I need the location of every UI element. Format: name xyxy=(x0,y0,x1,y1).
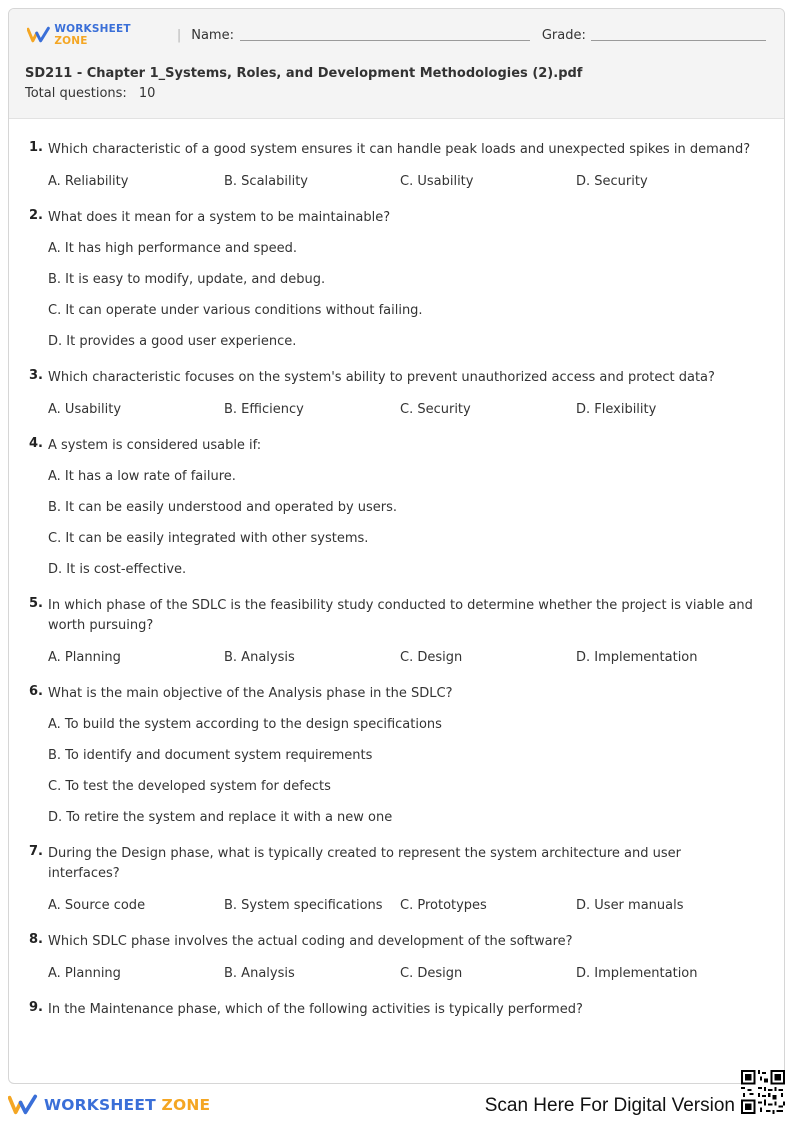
answer-option[interactable]: A. It has high performance and speed. xyxy=(48,241,297,256)
answer-options xyxy=(48,467,754,580)
answer-option[interactable]: A. It has a low rate of failure. xyxy=(48,469,236,484)
worksheet-zone-logo-icon xyxy=(27,26,50,44)
question-text: Which characteristic of a good system ensures it can handle peak loads and unexpected spikes in demand? xyxy=(48,142,751,157)
question-number: 2. xyxy=(29,208,43,223)
answer-option[interactable]: D. Security xyxy=(576,174,648,189)
answer-option[interactable]: B. It is easy to modify, update, and debug. xyxy=(48,272,326,287)
worksheet-zone-logo-icon xyxy=(8,1094,38,1116)
question-text: What does it mean for a system to be maintainable? xyxy=(48,210,391,225)
name-label: Name: xyxy=(191,27,234,43)
question-item xyxy=(9,844,784,916)
answer-option[interactable]: B. It can be easily understood and operated by users. xyxy=(48,500,398,515)
question-item xyxy=(9,932,784,984)
answer-options xyxy=(48,715,754,828)
question-text: What is the main objective of the Analysis phase in the SDLC? xyxy=(48,686,453,701)
footer-logo xyxy=(8,1094,210,1116)
worksheet-header xyxy=(9,9,784,119)
answer-option[interactable]: A. Source code xyxy=(48,898,146,913)
question-number: 7. xyxy=(29,844,43,859)
brand-word-secondary: ZONE xyxy=(161,1096,211,1114)
answer-options xyxy=(48,172,754,192)
question-number: 1. xyxy=(29,140,43,155)
question-number: 5. xyxy=(29,596,43,611)
answer-option[interactable]: B. Analysis xyxy=(224,650,295,665)
answer-option[interactable]: D. Implementation xyxy=(576,650,698,665)
question-list xyxy=(9,140,784,1036)
header-divider: | xyxy=(176,27,182,43)
qr-code-icon[interactable] xyxy=(741,1070,785,1114)
answer-options xyxy=(48,648,754,668)
worksheet xyxy=(8,8,785,1084)
question-text: In the Maintenance phase, which of the following activities is typically performed? xyxy=(48,1002,583,1017)
question-number: 3. xyxy=(29,368,43,383)
answer-options xyxy=(48,964,754,984)
header-top-line xyxy=(27,25,766,45)
brand-word-primary: WORKSHEET xyxy=(54,23,131,35)
answer-option[interactable]: D. It provides a good user experience. xyxy=(48,334,297,349)
question-text: In which phase of the SDLC is the feasibility study conducted to determine whether the project is viable and worth pursuing? xyxy=(48,598,753,633)
question-text: Which SDLC phase involves the actual coding and development of the software? xyxy=(48,934,573,949)
answer-option[interactable]: A. Planning xyxy=(48,650,121,665)
answer-option[interactable]: A. Planning xyxy=(48,966,121,981)
question-item xyxy=(9,596,784,668)
answer-option[interactable]: C. To test the developed system for defects xyxy=(48,779,331,794)
grade-label: Grade: xyxy=(541,27,586,43)
brand-word-secondary: ZONE xyxy=(54,35,88,47)
answer-option[interactable]: B. Scalability xyxy=(224,174,309,189)
answer-option[interactable]: C. Prototypes xyxy=(400,898,487,913)
answer-option[interactable]: B. Analysis xyxy=(224,966,295,981)
question-text: During the Design phase, what is typically created to represent the system architecture and user interfaces? xyxy=(48,846,681,881)
question-text: Which characteristic focuses on the system's ability to prevent unauthorized access and protect data? xyxy=(48,370,715,385)
question-number: 8. xyxy=(29,932,43,947)
question-item xyxy=(9,368,784,420)
question-item xyxy=(9,140,784,192)
answer-options xyxy=(48,239,754,352)
grade-input-line[interactable] xyxy=(591,29,766,41)
document-title: SD211 - Chapter 1_Systems, Roles, and Development Methodologies (2).pdf xyxy=(25,66,583,81)
answer-option[interactable]: B. To identify and document system requirements xyxy=(48,748,373,763)
answer-option[interactable]: C. It can operate under various conditions without failing. xyxy=(48,303,423,318)
answer-option[interactable]: C. Design xyxy=(400,966,463,981)
answer-option[interactable]: D. User manuals xyxy=(576,898,684,913)
question-item xyxy=(9,1000,784,1020)
answer-options xyxy=(48,400,754,420)
question-text: A system is considered usable if: xyxy=(48,438,262,453)
answer-options xyxy=(48,896,754,916)
question-item xyxy=(9,684,784,828)
question-number: 6. xyxy=(29,684,43,699)
answer-option[interactable]: A. Usability xyxy=(48,402,122,417)
answer-option[interactable]: D. Flexibility xyxy=(576,402,657,417)
answer-option[interactable]: B. System specifications xyxy=(224,898,383,913)
question-item xyxy=(9,208,784,352)
answer-option[interactable]: D. Implementation xyxy=(576,966,698,981)
page-footer xyxy=(0,1086,793,1122)
total-questions-label: Total questions: xyxy=(25,86,127,101)
brand-word-primary: WORKSHEET xyxy=(44,1096,156,1114)
answer-option[interactable]: A. Reliability xyxy=(48,174,129,189)
total-questions xyxy=(25,86,155,101)
question-number: 4. xyxy=(29,436,43,451)
answer-option[interactable]: C. It can be easily integrated with other systems. xyxy=(48,531,369,546)
scan-prompt: Scan Here For Digital Version xyxy=(484,1095,735,1116)
question-number: 9. xyxy=(29,1000,43,1015)
brand-wordmark xyxy=(54,23,164,47)
answer-option[interactable]: D. To retire the system and replace it with a new one xyxy=(48,810,393,825)
total-questions-count: 10 xyxy=(138,86,156,101)
answer-option[interactable]: C. Usability xyxy=(400,174,474,189)
answer-option[interactable]: B. Efficiency xyxy=(224,402,304,417)
answer-option[interactable]: C. Design xyxy=(400,650,463,665)
footer-brand-wordmark xyxy=(44,1096,210,1114)
answer-option[interactable]: D. It is cost-effective. xyxy=(48,562,187,577)
answer-option[interactable]: C. Security xyxy=(400,402,471,417)
name-input-line[interactable] xyxy=(240,29,530,41)
question-item xyxy=(9,436,784,580)
answer-option[interactable]: A. To build the system according to the design specifications xyxy=(48,717,442,732)
